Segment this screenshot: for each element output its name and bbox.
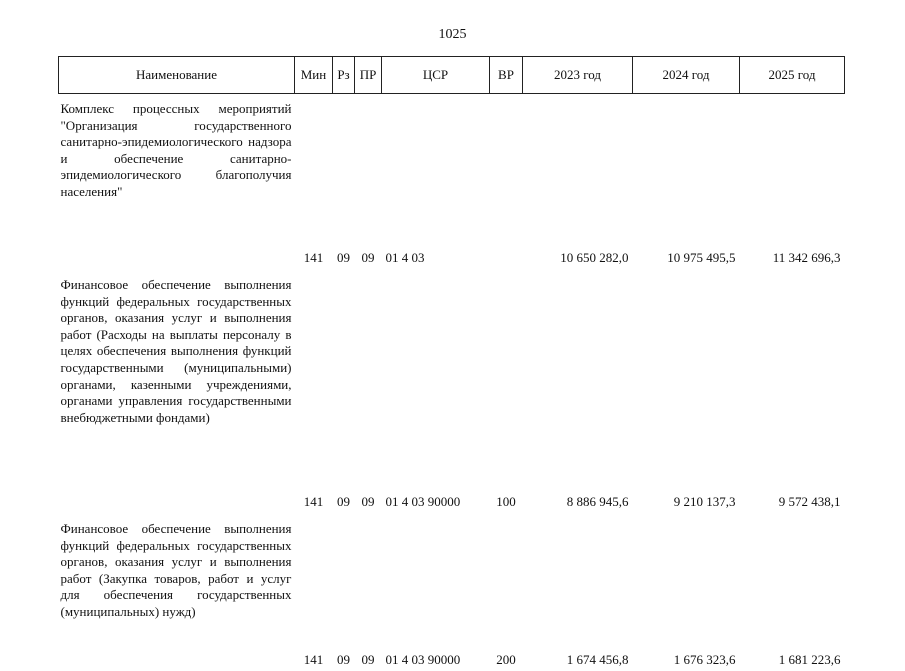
table-header	[59, 57, 845, 94]
row-vr: 200	[490, 513, 523, 671]
header-name: Наименование	[59, 57, 295, 94]
row-min: 141	[295, 269, 333, 513]
row-name: Финансовое обеспечение выполнения функций федеральных государственных органов, оказания услуг и выполнения работ (Расходы на выплаты персоналу в целях обеспечения выполнения функций государственными (муниципальными) органами, казенными учреждениями, органами управления государственными внебюджетными фондами)	[59, 269, 295, 513]
row-rz: 09	[333, 94, 355, 270]
row-2023: 10 650 282,0	[523, 94, 633, 270]
row-min: 141	[295, 513, 333, 671]
budget-table	[58, 56, 845, 671]
row-2023: 1 674 456,8	[523, 513, 633, 671]
row-name: Финансовое обеспечение выполнения функций федеральных государственных органов, оказания услуг и выполнения работ (Закупка товаров, работ и услуг для обеспечения государственных (муниципальных) нужд)	[59, 513, 295, 671]
header-pr: ПР	[355, 57, 382, 94]
header-2023: 2023 год	[523, 57, 633, 94]
row-csr: 01 4 03 90000	[382, 269, 490, 513]
row-pr: 09	[355, 513, 382, 671]
header-vr: ВР	[490, 57, 523, 94]
row-2024: 9 210 137,3	[633, 269, 740, 513]
row-2025: 11 342 696,3	[740, 94, 845, 270]
row-vr	[490, 94, 523, 270]
row-2025: 9 572 438,1	[740, 269, 845, 513]
row-pr: 09	[355, 94, 382, 270]
table-row	[59, 94, 845, 270]
row-vr: 100	[490, 269, 523, 513]
header-min: Мин	[295, 57, 333, 94]
row-csr: 01 4 03 90000	[382, 513, 490, 671]
row-2024: 10 975 495,5	[633, 94, 740, 270]
row-rz: 09	[333, 513, 355, 671]
row-pr: 09	[355, 269, 382, 513]
table-row	[59, 269, 845, 513]
page-number: 1025	[0, 27, 905, 43]
table-body	[59, 94, 845, 671]
header-2025: 2025 год	[740, 57, 845, 94]
table-row	[59, 513, 845, 671]
row-2025: 1 681 223,6	[740, 513, 845, 671]
header-csr: ЦСР	[382, 57, 490, 94]
row-min: 141	[295, 94, 333, 270]
row-csr: 01 4 03	[382, 94, 490, 270]
row-2024: 1 676 323,6	[633, 513, 740, 671]
row-2023: 8 886 945,6	[523, 269, 633, 513]
header-rz: Рз	[333, 57, 355, 94]
header-2024: 2024 год	[633, 57, 740, 94]
row-name: Комплекс процессных мероприятий "Организация государственного санитарно-эпидемиологического надзора и обеспечение санитарно-эпидемиологического благополучия населения"	[59, 94, 295, 270]
row-rz: 09	[333, 269, 355, 513]
